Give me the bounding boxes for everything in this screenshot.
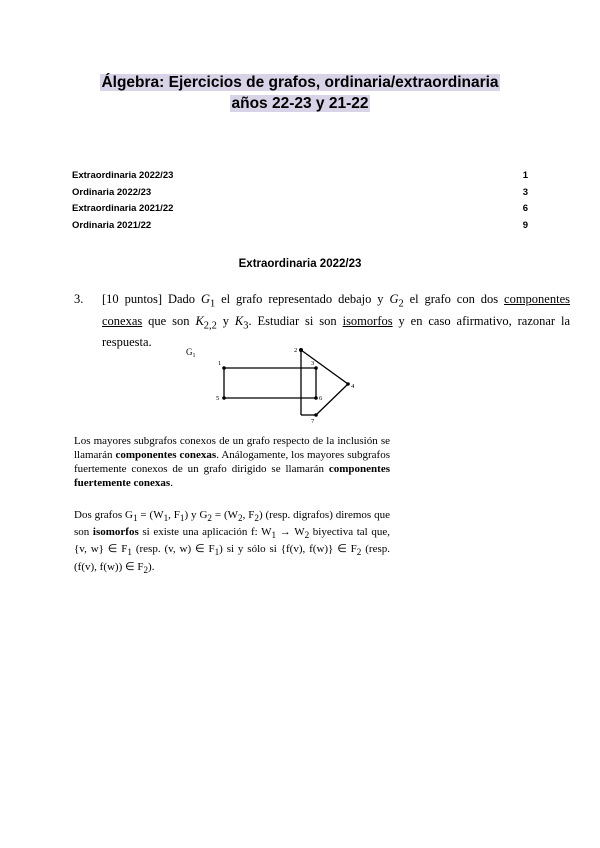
vertex-label: 3 bbox=[311, 360, 315, 367]
graph-g1-figure bbox=[180, 340, 380, 430]
toc-page: 1 bbox=[522, 170, 528, 181]
toc-label: Extraordinaria 2021/22 bbox=[72, 203, 174, 214]
link-isomorfos[interactable]: isomorfos bbox=[342, 313, 393, 328]
graph-edges bbox=[224, 350, 348, 415]
toc-label: Extraordinaria 2022/23 bbox=[72, 170, 174, 181]
vertex-3 bbox=[314, 366, 318, 370]
table-of-contents bbox=[72, 168, 528, 234]
vertex-label: 4 bbox=[351, 383, 355, 390]
vertex-2 bbox=[299, 348, 303, 352]
vertex-label: 2 bbox=[294, 347, 298, 354]
vertex-label: 7 bbox=[311, 418, 315, 425]
vertex-4 bbox=[346, 382, 350, 386]
toc-label: Ordinaria 2021/22 bbox=[72, 219, 152, 231]
graph-vertices bbox=[222, 348, 350, 417]
problem-body: [10 puntos] Dado $G_1$ el grafo representado debajo y $G_2$ el grafo con dos componentes conexas que son $K_{2,2}$ y $K_3$. Estudiar si son isomorfos y en caso afirmativo, razonar la respuesta. bbox=[102, 292, 571, 349]
toc-label: Ordinaria 2022/23 bbox=[72, 186, 152, 198]
link-componentes-conexas[interactable]: componentes conexas bbox=[102, 292, 570, 328]
definition-componentes-conexas: Los mayores subgrafos conexos de un grafo respecto de la inclusión se llamarán componentes conexas. Análogamente, los mayores subgrafos fuertemente conexos de un grafo dirigido se llamarán componentes fuertemente conexas. bbox=[74, 435, 390, 489]
vertex-label: 1 bbox=[218, 360, 222, 367]
definition-isomorfos: Dos grafos $G_1 = (W_1$, $F_1$) y $G_2 = (W_2$, $F_2$) (resp. digrafos) diremos que son isomorfos si existe una aplicación f: $W_1 \to W_2$ biyectiva tal que, {v, w} ∈ $F_1$ (resp. (v, w) ∈ $F_1$) si y sólo si {f(v), f(w)} ∈ $F_2$ (resp. (f(v), f(w)) ∈ $F_2$). bbox=[74, 509, 391, 575]
vertex-7 bbox=[314, 413, 318, 417]
toc-row[interactable] bbox=[72, 218, 528, 235]
toc-page: 3 bbox=[522, 186, 528, 198]
vertex-1 bbox=[222, 366, 226, 370]
vertex-label: 6 bbox=[319, 395, 323, 402]
document-title-line-1: Álgebra: Ejercicios de grafos, ordinaria/extraordinaria bbox=[101, 74, 499, 91]
toc-row[interactable] bbox=[72, 185, 528, 202]
vertex-label: 5 bbox=[216, 395, 220, 402]
toc-page: 6 bbox=[522, 203, 528, 214]
toc-row[interactable] bbox=[72, 201, 528, 218]
vertex-6 bbox=[314, 396, 318, 400]
problem-number: 3. bbox=[74, 292, 84, 306]
section-heading: Extraordinaria 2022/23 bbox=[238, 258, 362, 270]
graph-label: $G_1$ bbox=[186, 347, 196, 359]
vertex-labels bbox=[216, 347, 355, 425]
document-title-line-2: años 22-23 y 21-22 bbox=[231, 95, 369, 112]
toc-page: 9 bbox=[522, 219, 528, 231]
edge-2-4 bbox=[301, 350, 348, 384]
toc-row[interactable] bbox=[72, 168, 528, 185]
vertex-5 bbox=[222, 396, 226, 400]
